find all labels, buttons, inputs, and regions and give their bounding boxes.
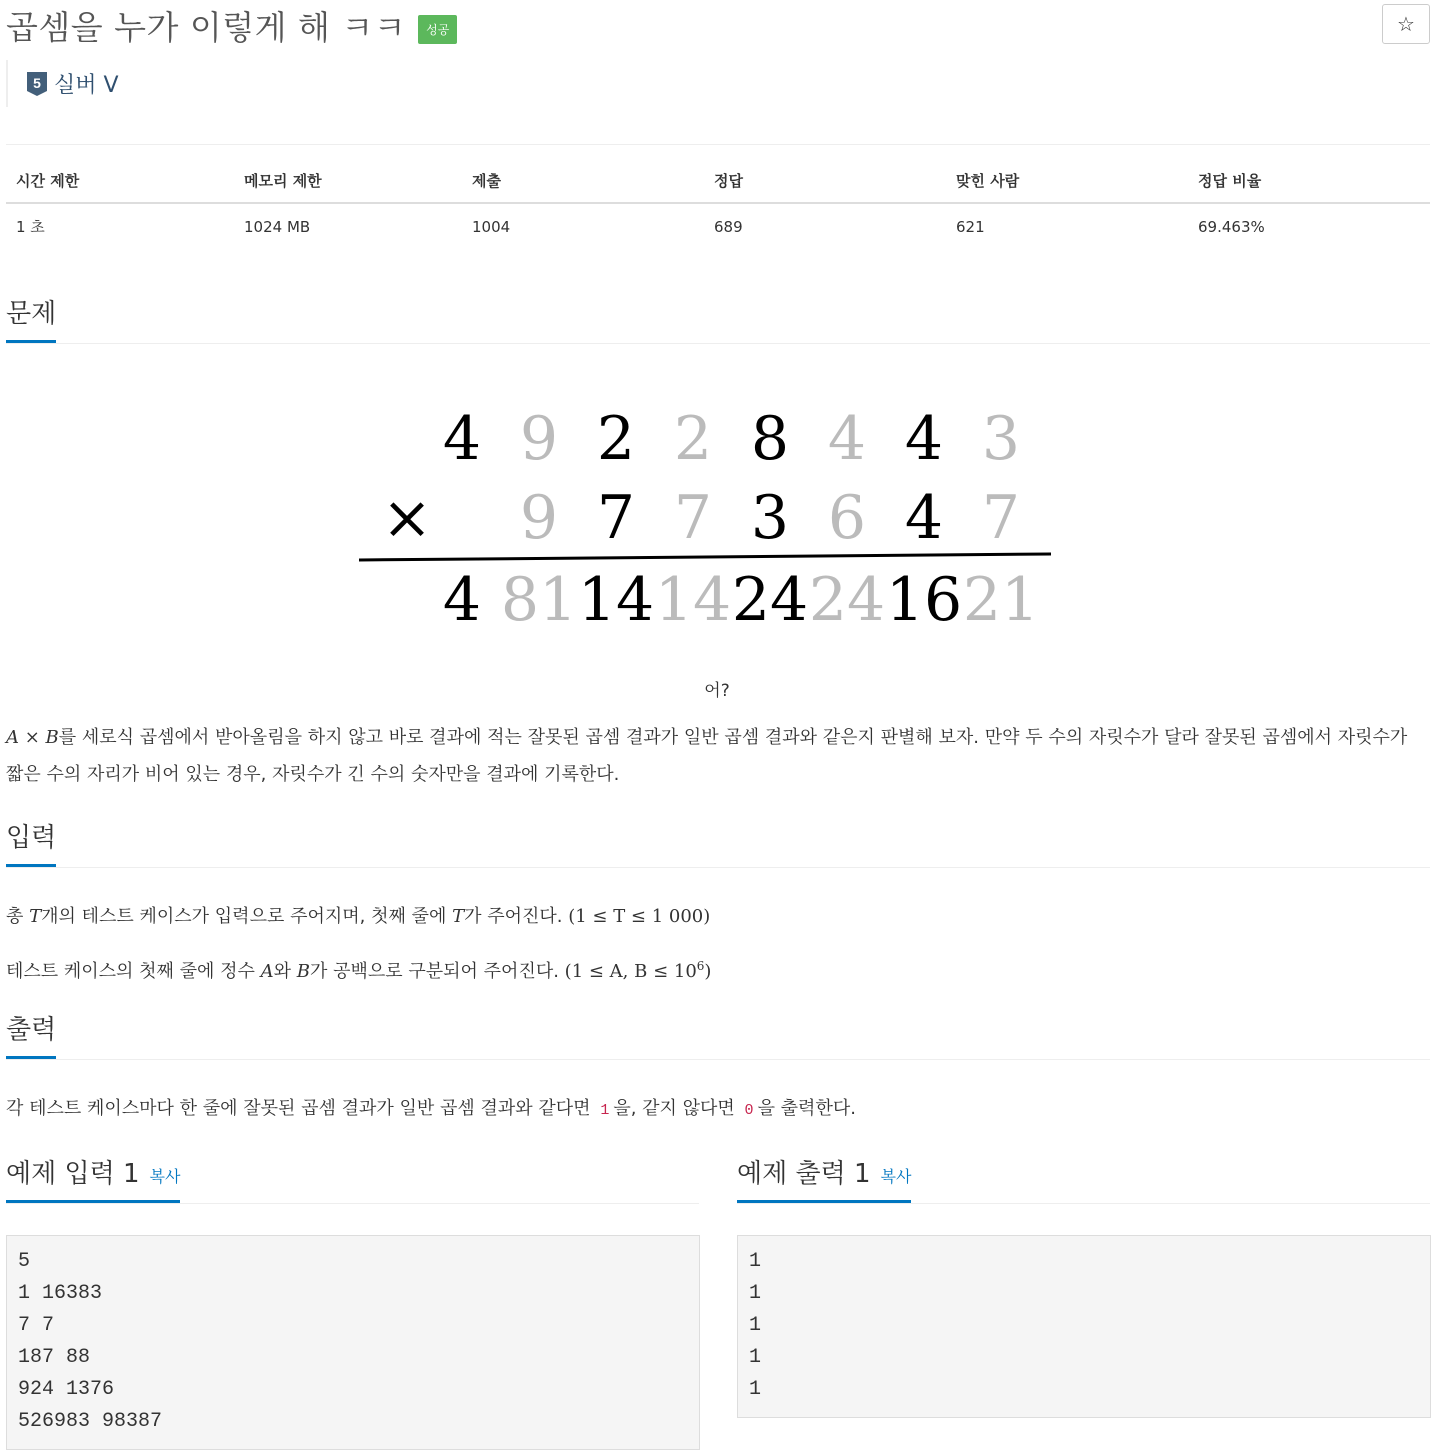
value-submissions: 1004 (472, 217, 511, 236)
row1-digit: 8 (750, 404, 790, 474)
header-accepted: 정답 (704, 170, 946, 203)
output-description (6, 1090, 1426, 1129)
math-paren: ) (704, 961, 712, 982)
result-digit: 16 (885, 565, 963, 635)
row1-digit: 4 (442, 404, 482, 474)
text: 개의 테스트 케이스가 입력으로 주어지며, 첫째 줄에 (41, 906, 453, 927)
text: 테스트 케이스의 첫째 줄에 정수 (6, 961, 261, 982)
row1-digit: 3 (981, 404, 1021, 474)
row1-digit: 4 (827, 404, 867, 474)
favorite-button[interactable] (1382, 4, 1430, 44)
value-time-limit: 1 초 (16, 218, 45, 236)
header-submissions: 제출 (462, 170, 704, 203)
row2-digit: 7 (673, 483, 713, 553)
math-exponent: 6 (696, 959, 705, 973)
tier-box (6, 60, 119, 107)
tier-label: 실버 V (54, 73, 119, 98)
problem-info-table (6, 170, 1430, 237)
row2-digit: 3 (750, 483, 790, 553)
row2-digit: 6 (827, 483, 867, 553)
header-memory-limit: 메모리 제한 (234, 170, 462, 203)
sample-input-title (6, 1157, 180, 1203)
problem-title: 곱셈을 누가 이렇게 해 ㅋㅋ (6, 8, 407, 47)
star-icon: ☆ (1397, 12, 1415, 36)
result-digit: 4 (442, 565, 482, 635)
figure-caption: 어? (704, 681, 730, 701)
tier-level-number: 5 (33, 74, 41, 91)
header-accept-ratio: 정답 비율 (1188, 170, 1430, 203)
description-text: 를 세로식 곱셈에서 받아올림을 하지 않고 바로 결과에 적는 잘못된 곱셈 결과가 일반 곱셈 결과와 같은지 판별해 보자. 만약 두 수의 자릿수가 달라 잘못된 곱셈에서 자릿수가 짧은 수의 자리가 비어 있는 경우, 자릿수가 긴 수의 숫자만을 결과에 기록한다. (6, 727, 1408, 785)
section-problem (6, 297, 1430, 344)
result-digit: 81 (500, 565, 578, 635)
row2-digit: 9 (519, 483, 559, 553)
text: 와 (273, 961, 297, 982)
info-value-row (6, 203, 1430, 237)
code-one: 1 (600, 1102, 610, 1119)
result-digit: 14 (654, 565, 732, 635)
copy-sample-output-button[interactable]: 복사 (880, 1167, 912, 1186)
math-constraint: (1 ≤ T ≤ 1 000) (568, 906, 711, 927)
sample-input-label: 예제 입력 1 (6, 1159, 140, 1189)
math-constraint: (1 ≤ A, B ≤ 10 (564, 961, 697, 982)
value-solved-users: 621 (956, 217, 985, 236)
value-accept-ratio: 69.463% (1198, 217, 1265, 236)
math-a-times-b: A × B (6, 727, 59, 748)
value-memory-limit: 1024 MB (244, 217, 311, 236)
math-var: B (296, 961, 311, 982)
text: 을, 같지 않다면 (613, 1098, 741, 1119)
silver-tier-icon (26, 71, 48, 97)
section-input-title: 입력 (6, 821, 56, 867)
text: 총 (6, 906, 30, 927)
result-digit: 24 (808, 565, 886, 635)
info-header-row (6, 170, 1430, 203)
times-sign: × (381, 483, 433, 553)
row1-digit: 2 (596, 404, 636, 474)
sample-output-title (737, 1157, 911, 1203)
input-line-1 (6, 898, 1426, 935)
sample-output-label: 예제 출력 1 (737, 1159, 871, 1189)
sample-output-box[interactable]: 1 1 1 1 1 (737, 1235, 1431, 1418)
row2-digit: 7 (596, 483, 636, 553)
section-sample-input (6, 1157, 699, 1204)
section-output (6, 1013, 1430, 1060)
row2-digit: 4 (904, 483, 944, 553)
text: 가 공백으로 구분되어 주어진다. (310, 961, 565, 982)
section-problem-title: 문제 (6, 297, 56, 343)
result-digit: 21 (962, 565, 1040, 635)
status-badge: 성공 (418, 15, 457, 44)
text: 가 주어진다. (464, 906, 569, 927)
math-var: T (452, 906, 465, 927)
sum-line (359, 554, 1051, 560)
row2-digit: 7 (981, 483, 1021, 553)
section-output-title: 출력 (6, 1013, 56, 1059)
math-var: A (260, 961, 274, 982)
title-row (6, 2, 457, 49)
result-digit: 24 (731, 565, 809, 635)
text: 각 테스트 케이스마다 한 줄에 잘못된 곱셈 결과가 일반 곱셈 결과와 같다면 (6, 1098, 597, 1119)
row1-digit: 9 (519, 404, 559, 474)
value-accepted: 689 (714, 217, 743, 236)
section-sample-output (737, 1157, 1430, 1204)
header-time-limit: 시간 제한 (6, 170, 234, 203)
input-line-2 (6, 948, 1426, 990)
row1-digit: 2 (673, 404, 713, 474)
copy-sample-input-button[interactable]: 복사 (149, 1167, 181, 1186)
header-solved-users: 맞힌 사람 (946, 170, 1188, 203)
code-zero: 0 (744, 1102, 754, 1119)
row1-digit: 4 (904, 404, 944, 474)
result-digit: 14 (577, 565, 655, 635)
math-var: T (29, 906, 42, 927)
section-input (6, 821, 1430, 868)
text: 을 출력한다. (757, 1098, 856, 1119)
sample-input-box[interactable]: 5 1 16383 7 7 187 88 924 1376 526983 98387 (6, 1235, 700, 1450)
divider (6, 144, 1430, 145)
multiplication-figure (355, 392, 1055, 642)
problem-description (6, 719, 1426, 793)
